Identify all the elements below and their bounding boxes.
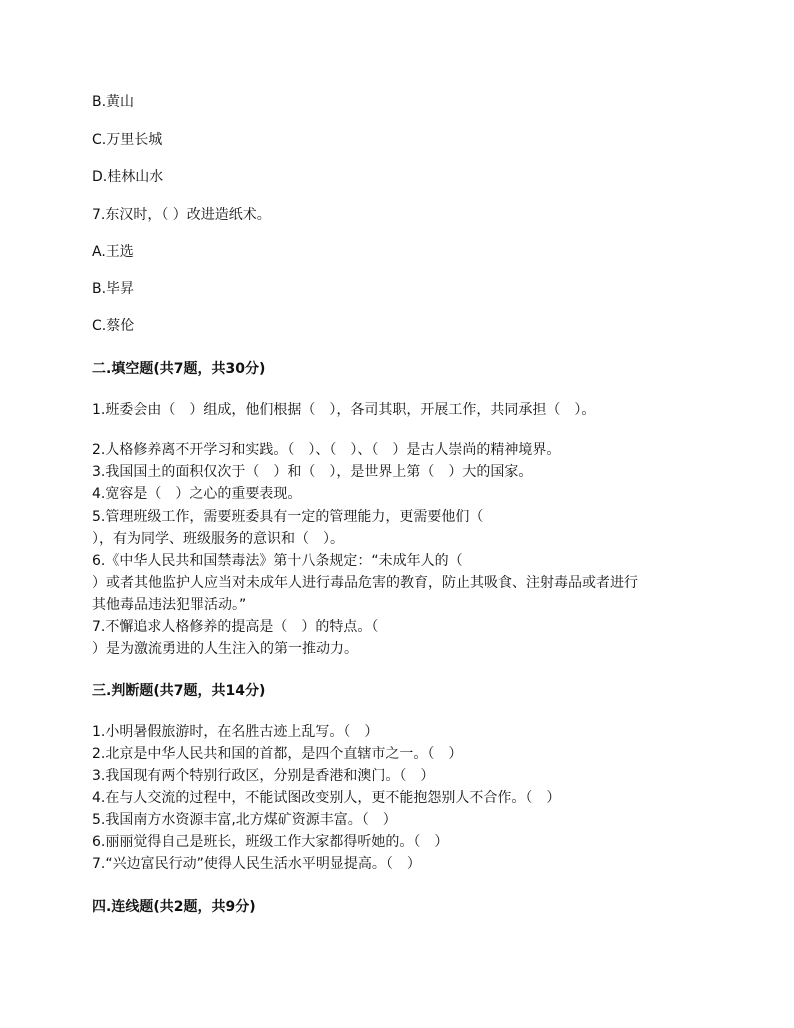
- judge-item-6: 6.丽丽觉得自己是班长，班级工作大家都得听她的。（ ）: [92, 834, 449, 850]
- option-d: D.桂林山水: [92, 169, 164, 185]
- fill-item-4: 4.宽容是（ ）之心的重要表现。: [92, 486, 302, 502]
- question-7-option-b: B.毕昇: [92, 281, 135, 297]
- question-7-option-a: A.王选: [92, 244, 134, 260]
- option-b: B.黄山: [92, 94, 135, 110]
- section-4-heading: 四.连线题(共2题，共9分): [92, 899, 256, 915]
- section-2-heading: 二.填空题(共7题，共30分): [92, 361, 266, 377]
- fill-item-6-line-1: 6.《中华人民共和国禁毒法》第十八条规定：“未成年人的（: [92, 553, 463, 569]
- judge-item-1: 1.小明暑假旅游时，在名胜古迹上乱写。（ ）: [92, 724, 379, 740]
- judge-item-3: 3.我国现有两个特别行政区，分别是香港和澳门。（ ）: [92, 768, 435, 784]
- fill-item-6-line-3: 其他毒品违法犯罪活动。”: [92, 597, 247, 613]
- option-c: C.万里长城: [92, 132, 163, 148]
- fill-item-1: 1.班委会由（ ）组成，他们根据（ ），各司其职，开展工作，共同承担（ ）。: [92, 402, 596, 418]
- fill-item-5-line-2: ），有为同学、班级服务的意识和（ ）。: [92, 531, 344, 547]
- question-7-stem: 7.东汉时，（ ）改进造纸术。: [92, 207, 271, 223]
- section-3-heading: 三.判断题(共7题，共14分): [92, 683, 266, 699]
- fill-item-5-line-1: 5.管理班级工作，需要班委具有一定的管理能力，更需要他们（: [92, 509, 484, 525]
- fill-item-2: 2.人格修养离不开学习和实践。（ ）、（ ）、（ ）是古人崇尚的精神境界。: [92, 442, 561, 458]
- fill-item-7-line-1: 7.不懈追求人格修养的提高是（ ）的特点。（: [92, 619, 379, 635]
- fill-item-3: 3.我国国土的面积仅次于（ ）和（ ），是世界上第（ ）大的国家。: [92, 464, 533, 480]
- judge-item-2: 2.北京是中华人民共和国的首都，是四个直辖市之一。（ ）: [92, 746, 463, 762]
- fill-item-7-line-2: ）是为激流勇进的人生注入的第一推动力。: [92, 641, 358, 657]
- fill-item-6-line-2: ）或者其他监护人应当对未成年人进行毒品危害的教育，防止其吸食、注射毒品或者进行: [92, 575, 638, 591]
- judge-item-4: 4.在与人交流的过程中，不能试图改变别人，更不能抱怨别人不合作。（ ）: [92, 790, 561, 806]
- judge-item-5: 5.我国南方水资源丰富,北方煤矿资源丰富。（ ）: [92, 812, 397, 828]
- question-7-option-c: C.蔡伦: [92, 318, 135, 334]
- judge-item-7: 7.“兴边富民行动”使得人民生活水平明显提高。（ ）: [92, 856, 421, 872]
